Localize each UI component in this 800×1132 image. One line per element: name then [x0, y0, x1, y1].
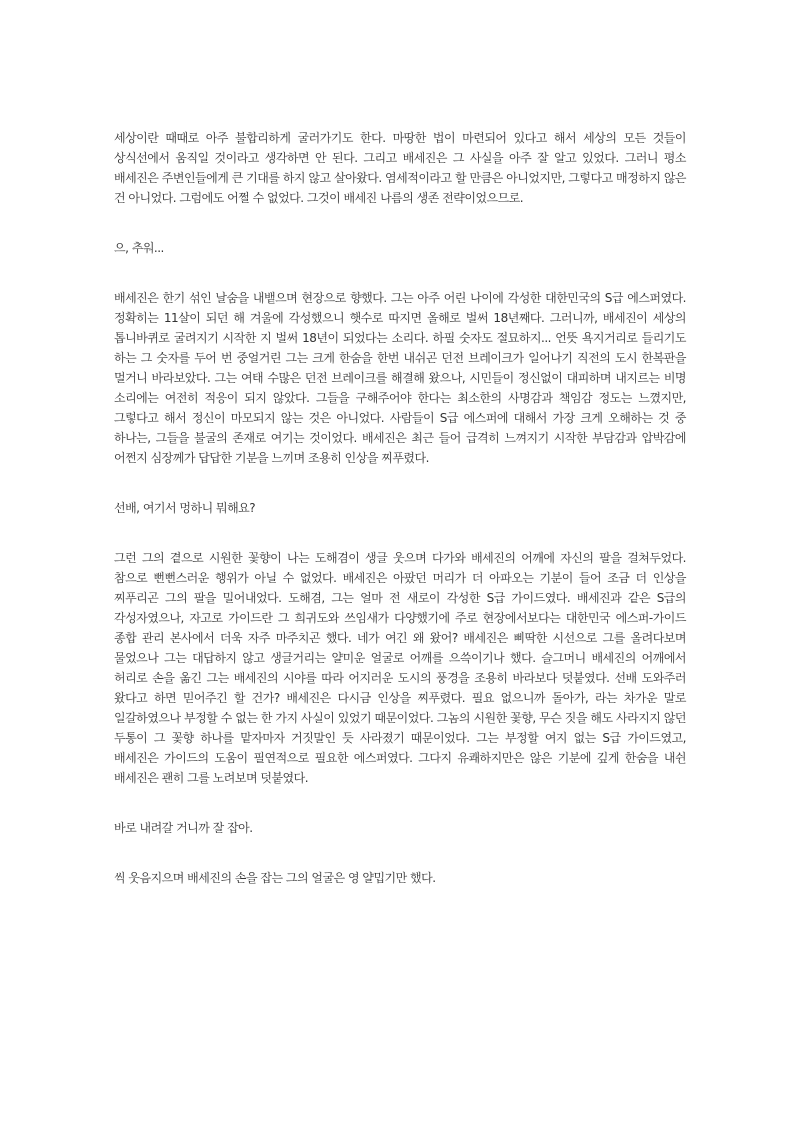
dialogue-line-cold: 으, 추워...	[114, 241, 164, 255]
paragraph-scene: 배세진은 한기 섞인 날숨을 내뱉으며 현장으로 향했다. 그는 아주 어린 나이에 각성한 대한민국의 S급 에스퍼였다. 정확히는 11살이 되던 해 겨울에 각성했으니 햇수로 따지면 올해로 벌써 18년째다. 그러니까, 배세진이 세상의 톱니바퀴로 굴려지기 시작한 지 벌써 18년이 되었다는 소리다. 하필 숫자도 절묘하지... 언뜻 욕지거리로 들리기도 하는 그 숫자를 두어 번 중얼거린 그는 크게 한숨을 한번 내쉬곤 던전 브레이크가 일어나기 직전의 도시 한복판을 멀거니 바라보았다. 그는 여태 수많은 던전 브레이크를 해결해 왔으나, 시민들이 정신없이 대피하며 내지르는 비명 소리에는 여전히 적응이 되지 않았다. 그들을 구해주어야 한다는 최소한의 사명감과 책임감 정도는 느꼈지만, 그렇다고 해서 정신이 마모되지 않는 것은 아니었다. 사람들이 S급 에스퍼에 대해서 가장 크게 오해하는 것 중 하나는, 그들을 불굴의 존재로 여기는 것이었다. 배세진은 최근 들어 급격히 느껴지기 시작한 부담감과 압박감에 어쩐지 심장께가 답답한 기분을 느끼며 조용히 인상을 찌푸렸다.	[114, 291, 686, 465]
dialogue-line-descend: 바로 내려갈 거니까 잘 잡아.	[114, 821, 253, 835]
document-page	[114, 128, 686, 888]
paragraph-guide: 그런 그의 곁으로 시원한 꽃향이 나는 도해겸이 생글 웃으며 다가와 배세진의 어깨에 자신의 팔을 걸쳐두었다. 참으로 뻔뻔스러운 행위가 아닐 수 없었다. 배세진은 아팠던 머리가 더 아파오는 기분이 들어 조금 더 인상을 찌푸리곤 그의 팔을 밀어내었다. 도해겸, 그는 얼마 전 새로이 각성한 S급 가이드였다. 배세진과 같은 S급의 각성자였으나, 자고로 가이드란 그 희귀도와 쓰임새가 다양했기에 주로 현장에서보다는 대한민국 에스퍼-가이드 종합 관리 본사에서 더욱 자주 마주치곤 했다. 네가 여긴 왜 왔어? 배세진은 삐딱한 시선으로 그를 올려다보며 물었으나 그는 대답하지 않고 생글거리는 얄미운 얼굴로 어깨를 으쓱이기나 했다. 슬그머니 배세진의 어깨에서 허리로 손을 옮긴 그는 배세진의 시야를 따라 어지러운 도시의 풍경을 조용히 바라보다 덧붙였다. 선배 도와주러 왔다고 하면 믿어주긴 할 건가? 배세진은 다시금 인상을 찌푸렸다. 필요 없으니까 돌아가, 라는 차가운 말로 일갈하였으나 부정할 수 없는 한 가지 사실이 있었기 때문이었다. 그놈의 시원한 꽃향, 무슨 짓을 해도 사라지지 않던 두통이 그 꽃향 하나를 맡자마자 거짓말인 듯 사라졌기 때문이었다. 그는 부정할 여지 없는 S급 가이드였고, 배세진은 가이드의 도움이 필연적으로 필요한 에스퍼였다. 그다지 유쾌하지만은 않은 기분에 깊게 한숨을 내쉰 배세진은 괜히 그를 노려보며 덧붙였다.	[114, 551, 686, 785]
dialogue-line-senior: 선배, 여기서 멍하니 뭐해요?	[114, 501, 256, 515]
paragraph-closing: 씩 웃음지으며 배세진의 손을 잡는 그의 얼굴은 영 얄밉기만 했다.	[114, 871, 436, 885]
paragraph-intro: 세상이란 때때로 아주 불합리하게 굴러가기도 한다. 마땅한 법이 마련되어 있다고 해서 세상의 모든 것들이 상식선에서 움직일 것이라고 생각하면 안 된다. 그리고 배세진은 그 사실을 아주 잘 알고 있었다. 그러니 평소 배세진은 주변인들에게 큰 기대를 하지 않고 살아왔다. 염세적이라고 할 만큼은 아니었지만, 그렇다고 매정하지 않은 건 아니었다. 그럼에도 어쩔 수 없었다. 그것이 배세진 나름의 생존 전략이었으므로.	[114, 131, 686, 205]
